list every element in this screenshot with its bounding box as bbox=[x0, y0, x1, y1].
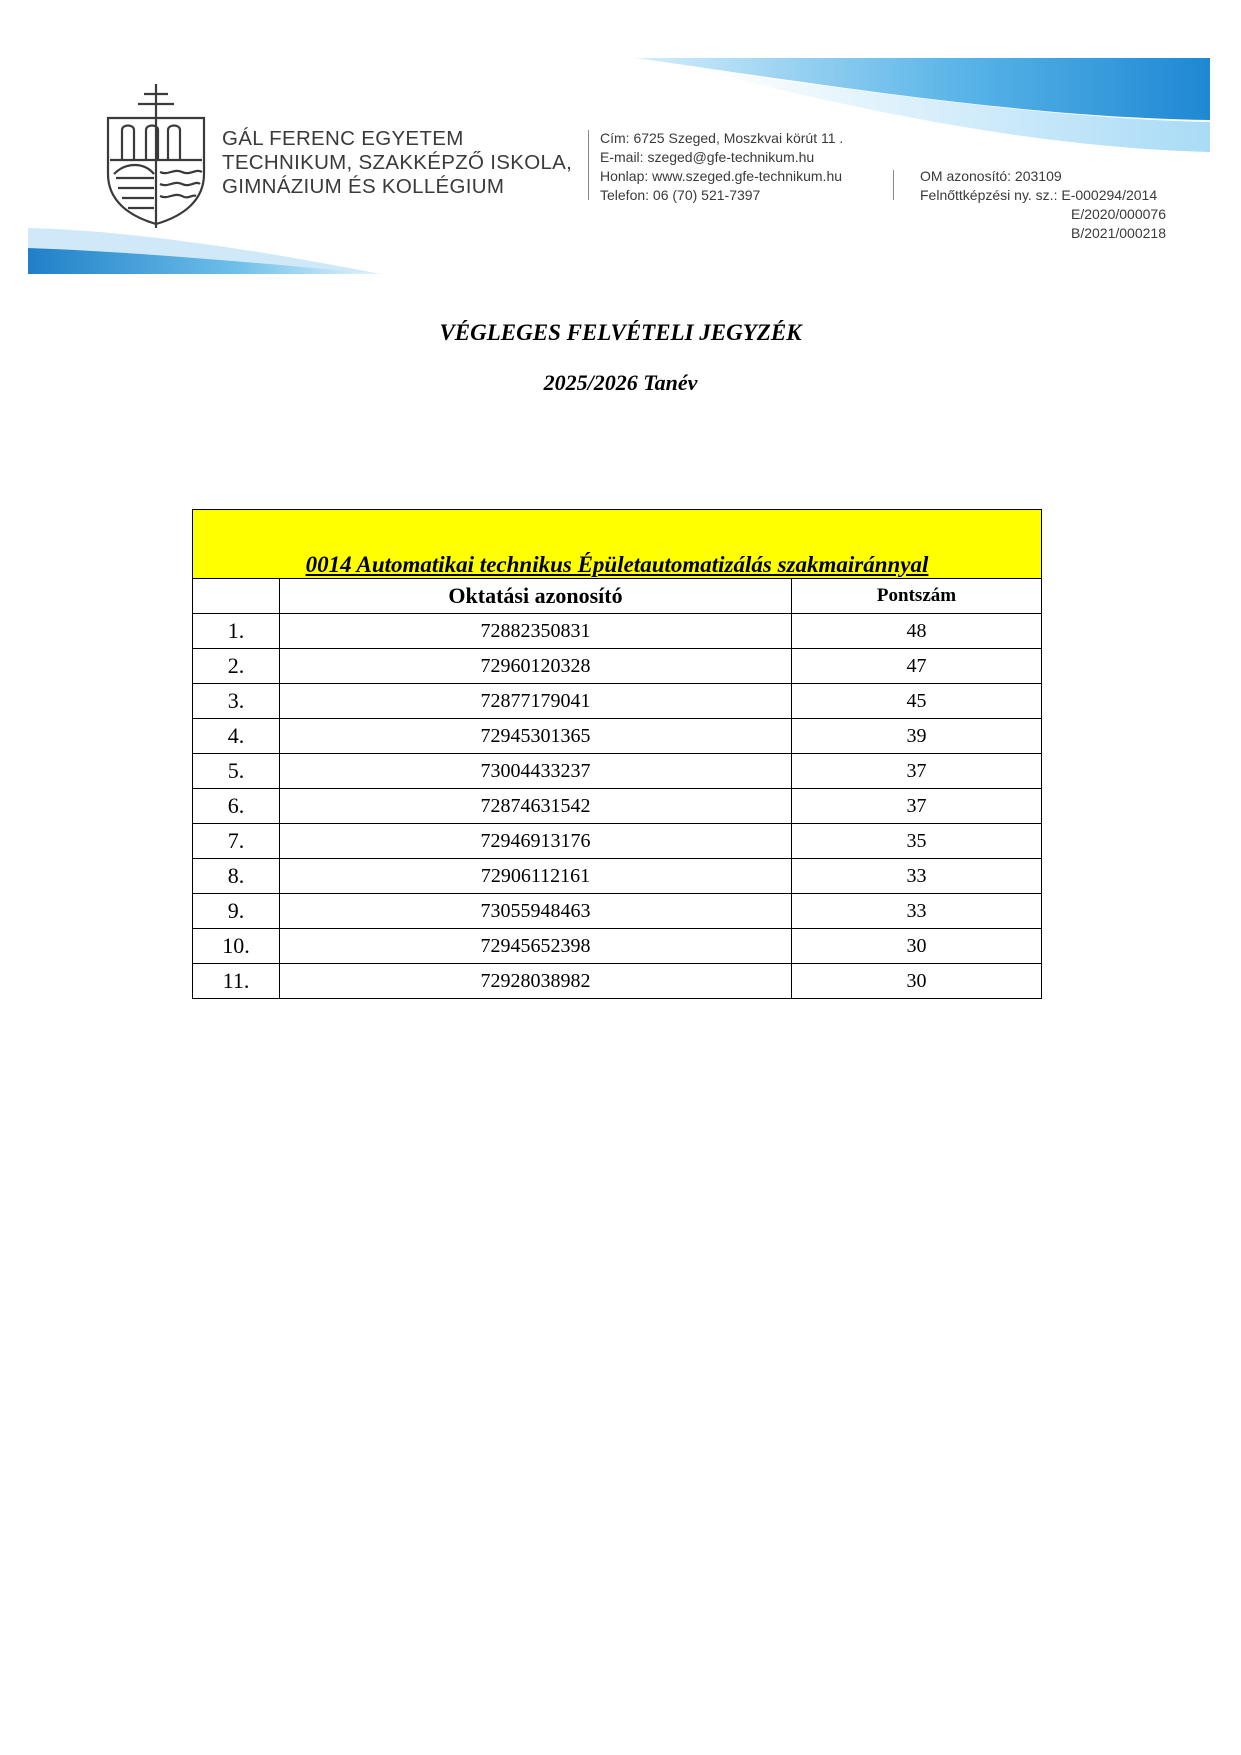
header-divider bbox=[893, 170, 894, 200]
header-divider bbox=[588, 130, 589, 200]
adult-ed-registry: Felnőttképzési ny. sz.: E-000294/2014 bbox=[920, 187, 1158, 203]
adult-ed-registry-extra: E/2020/000076 bbox=[1071, 206, 1166, 222]
row-number: 3. bbox=[193, 684, 280, 719]
table-row bbox=[193, 754, 1042, 789]
row-points: 39 bbox=[792, 719, 1042, 754]
admission-table bbox=[192, 509, 1042, 999]
contact-email: E-mail: szeged@gfe-technikum.hu bbox=[600, 149, 815, 165]
row-id: 73055948463 bbox=[280, 894, 792, 929]
row-id: 72874631542 bbox=[280, 789, 792, 824]
column-header-number bbox=[193, 579, 280, 614]
row-id: 72877179041 bbox=[280, 684, 792, 719]
row-id: 72906112161 bbox=[280, 859, 792, 894]
row-points: 33 bbox=[792, 859, 1042, 894]
table-row bbox=[193, 719, 1042, 754]
school-name bbox=[222, 127, 572, 199]
row-points: 35 bbox=[792, 824, 1042, 859]
table-row bbox=[193, 929, 1042, 964]
row-points: 48 bbox=[792, 614, 1042, 649]
school-name-line: GÁL FERENC EGYETEM bbox=[222, 127, 464, 150]
header-wave-bottom bbox=[0, 200, 420, 290]
row-number: 10. bbox=[193, 929, 280, 964]
crest-icon bbox=[104, 82, 208, 232]
om-id: OM azonosító: 203109 bbox=[920, 168, 1062, 184]
row-id: 73004433237 bbox=[280, 754, 792, 789]
row-number: 6. bbox=[193, 789, 280, 824]
row-number: 7. bbox=[193, 824, 280, 859]
row-points: 37 bbox=[792, 789, 1042, 824]
adult-ed-registry-extra: B/2021/000218 bbox=[1071, 225, 1166, 241]
row-number: 11. bbox=[193, 964, 280, 999]
row-id: 72882350831 bbox=[280, 614, 792, 649]
table-row bbox=[193, 789, 1042, 824]
page-subtitle: 2025/2026 Tanév bbox=[543, 370, 698, 395]
row-number: 1. bbox=[193, 614, 280, 649]
row-id: 72946913176 bbox=[280, 824, 792, 859]
row-points: 30 bbox=[792, 964, 1042, 999]
row-number: 8. bbox=[193, 859, 280, 894]
registry-block bbox=[920, 167, 1166, 243]
row-id: 72945301365 bbox=[280, 719, 792, 754]
row-number: 4. bbox=[193, 719, 280, 754]
table-row bbox=[193, 684, 1042, 719]
table-row bbox=[193, 614, 1042, 649]
row-number: 2. bbox=[193, 649, 280, 684]
school-name-line: GIMNÁZIUM ÉS KOLLÉGIUM bbox=[222, 175, 505, 198]
contact-phone: Telefon: 06 (70) 521-7397 bbox=[600, 187, 761, 203]
row-number: 9. bbox=[193, 894, 280, 929]
row-points: 47 bbox=[792, 649, 1042, 684]
page-title: VÉGLEGES FELVÉTELI JEGYZÉK bbox=[439, 320, 802, 345]
table-row bbox=[193, 859, 1042, 894]
contact-address: Cím: 6725 Szeged, Moszkvai körút 11 . bbox=[600, 130, 844, 146]
row-id: 72945652398 bbox=[280, 929, 792, 964]
column-header-row bbox=[193, 579, 1042, 614]
row-points: 33 bbox=[792, 894, 1042, 929]
contact-block bbox=[600, 129, 843, 205]
row-points: 37 bbox=[792, 754, 1042, 789]
row-id: 72960120328 bbox=[280, 649, 792, 684]
table-row bbox=[193, 649, 1042, 684]
row-number: 5. bbox=[193, 754, 280, 789]
table-row bbox=[193, 894, 1042, 929]
table-row bbox=[193, 964, 1042, 999]
row-id: 72928038982 bbox=[280, 964, 792, 999]
column-header-points: Pontszám bbox=[792, 579, 1042, 614]
table-row bbox=[193, 824, 1042, 859]
table-heading-row bbox=[193, 510, 1042, 579]
school-name-line: TECHNIKUM, SZAKKÉPZŐ ISKOLA, bbox=[222, 151, 573, 174]
contact-website: Honlap: www.szeged.gfe-technikum.hu bbox=[600, 168, 843, 184]
column-header-id: Oktatási azonosító bbox=[280, 579, 792, 614]
row-points: 30 bbox=[792, 929, 1042, 964]
row-points: 45 bbox=[792, 684, 1042, 719]
table-heading: 0014 Automatikai technikus Épületautomatizálás szakmairánnyal bbox=[193, 510, 1042, 579]
